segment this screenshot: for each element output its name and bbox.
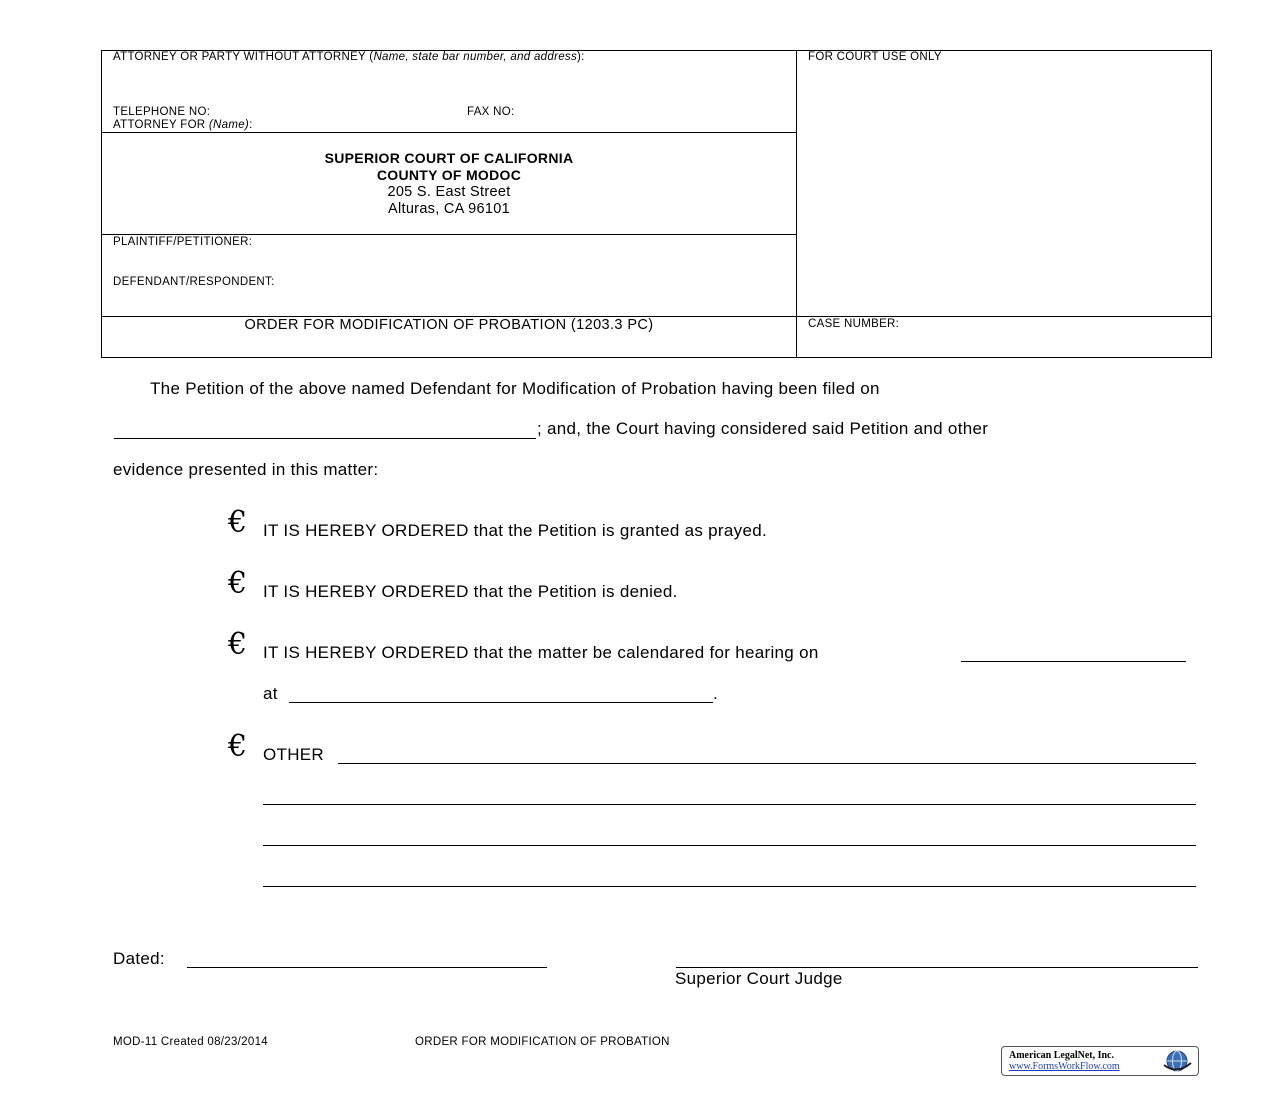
caption-divider-attorney [101,132,797,133]
option-other-text: OTHER [263,745,324,764]
intro-line-1: The Petition of the above named Defendant for Modification of Probation having been filed on [150,379,880,398]
caption-right-border [1211,50,1212,358]
judge-signature-line[interactable] [676,967,1198,968]
option-hearing-text: IT IS HEREBY ORDERED that the matter be calendared for hearing on [263,643,819,662]
attorney-label-italic: Name, state bar number, and address [373,51,577,63]
attorney-label-text: ATTORNEY OR PARTY WITHOUT ATTORNEY ( [113,51,374,63]
other-blank-line-2[interactable] [263,804,1196,805]
checkbox-hearing-icon[interactable]: € [228,627,248,662]
attorney-label-end: ): [577,51,585,63]
checkbox-other-icon[interactable]: € [228,729,248,764]
attorney-for-end: : [249,119,253,131]
option-hearing-period: . [713,684,719,703]
attorney-for-italic: (Name) [208,119,250,131]
caption-divider-court [101,234,797,235]
telephone-label: TELEPHONE NO: [113,106,211,118]
attorney-for-text: ATTORNEY FOR [113,119,209,131]
dated-blank[interactable] [187,967,547,968]
plaintiff-label: PLAINTIFF/PETITIONER: [113,236,253,248]
defendant-label: DEFENDANT/RESPONDENT: [113,276,275,288]
option-hearing-at-label: at [263,684,278,703]
filed-date-blank[interactable] [114,438,536,439]
option-granted-text: IT IS HEREBY ORDERED that the Petition is granted as prayed. [263,521,767,540]
form-title: ORDER FOR MODIFICATION OF PROBATION (1203.3 PC) [244,317,654,333]
judge-label: Superior Court Judge [675,969,843,988]
other-blank-line-4[interactable] [263,886,1196,887]
logo-url[interactable]: www.FormsWorkFlow.com [1009,1061,1120,1072]
hearing-date-blank[interactable] [961,661,1186,662]
attorney-label [113,51,585,63]
court-use-label: FOR COURT USE ONLY [808,51,942,63]
attorney-for-label [113,119,253,131]
footer-form-name: ORDER FOR MODIFICATION OF PROBATION [415,1036,670,1048]
other-blank-line-1[interactable] [338,763,1196,764]
logo-title: American LegalNet, Inc. [1009,1050,1114,1061]
option-denied-text: IT IS HEREBY ORDERED that the Petition is denied. [263,582,678,601]
dated-label: Dated: [113,949,165,968]
checkbox-denied-icon[interactable]: € [228,566,248,601]
intro-line-2: ; and, the Court having considered said Petition and other [537,419,989,438]
legalnet-logo[interactable] [1001,1046,1199,1076]
checkbox-granted-icon[interactable]: € [228,505,248,540]
globe-icon [1160,1049,1194,1073]
fax-label: FAX NO: [467,106,515,118]
case-number-label: CASE NUMBER: [808,318,900,330]
court-address-line-2: Alturas, CA 96101 [388,201,510,217]
footer-form-id: MOD-11 Created 08/23/2014 [113,1036,268,1048]
court-name-line-1: SUPERIOR COURT OF CALIFORNIA [324,150,574,166]
other-blank-line-3[interactable] [263,845,1196,846]
intro-line-3: evidence presented in this matter: [113,460,379,479]
caption-bottom-border [101,357,1212,358]
court-address-line-1: 205 S. East Street [387,184,511,200]
hearing-location-blank[interactable] [289,702,713,703]
court-name-line-2: COUNTY OF MODOC [376,167,522,183]
